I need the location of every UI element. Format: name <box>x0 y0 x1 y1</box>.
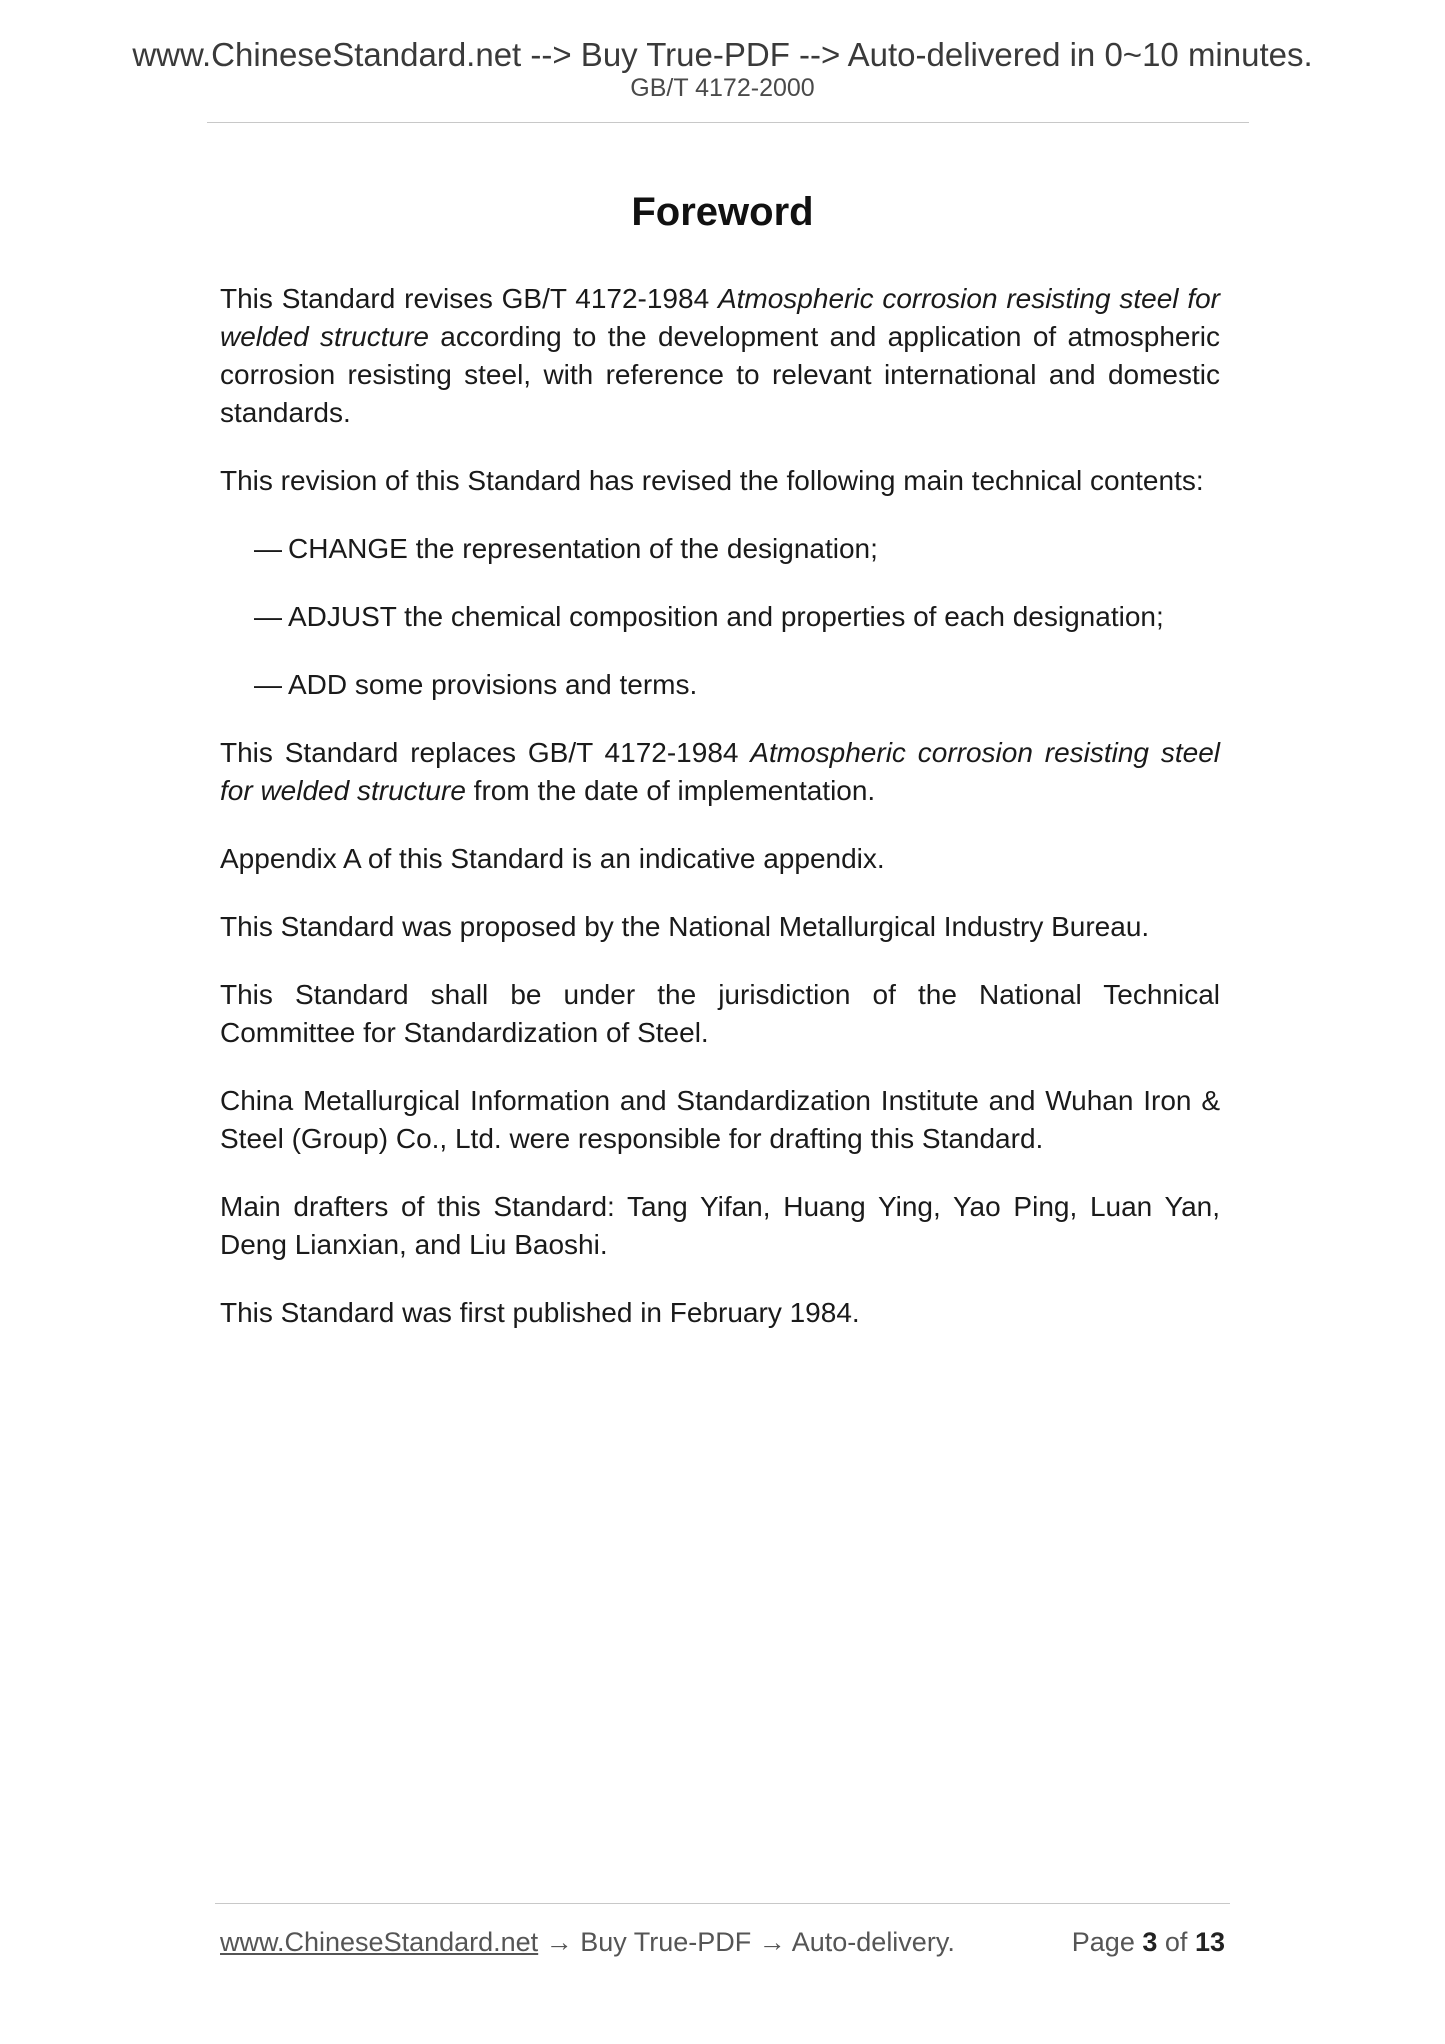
page-title: Foreword <box>631 190 814 234</box>
list-item-text: ADD some provisions and terms. <box>288 669 698 700</box>
standard-title-italic: Atmospheric corrosion resisting steel for welded structure <box>220 283 1220 352</box>
header-divider <box>207 122 1249 123</box>
footer-promo <box>220 1926 955 1958</box>
standard-title-italic: Atmospheric corrosion resisting steel for welded structure <box>220 737 1220 806</box>
paragraph-text: according to the development and application of atmospheric corrosion resisting steel, with reference to relevant international and domestic standards. <box>220 321 1221 428</box>
footer-promo-text: → Buy True-PDF → Auto-delivery. <box>538 1927 955 1957</box>
paragraph-revision-basis <box>220 280 1220 432</box>
dash-bullet: — <box>254 601 282 632</box>
foreword-body <box>220 280 1220 1362</box>
paragraph-first-published: This Standard was first published in February 1984. <box>220 1297 860 1328</box>
change-list <box>220 530 1220 704</box>
paragraph-proposed-by: This Standard was proposed by the National Metallurgical Industry Bureau. <box>220 911 1150 942</box>
top-banner[interactable]: www.ChineseStandard.net --> Buy True-PDF --> Auto-delivered in 0~10 minutes. <box>132 36 1313 73</box>
list-item <box>220 666 1220 704</box>
paragraph-replacement <box>220 734 1220 810</box>
dash-bullet: — <box>254 669 282 700</box>
paragraph-text: This Standard revises GB/T 4172-1984 <box>220 283 718 314</box>
paragraph-text: This Standard replaces GB/T 4172-1984 <box>220 737 751 768</box>
list-item-text: CHANGE the representation of the designation; <box>288 533 878 564</box>
list-item-text: ADJUST the chemical composition and properties of each designation; <box>288 601 1164 632</box>
paragraph-drafters: Main drafters of this Standard: Tang Yifan, Huang Ying, Yao Ping, Luan Yan, Deng Lianxian, and Liu Baoshi. <box>220 1191 1220 1260</box>
footer-divider <box>215 1903 1230 1904</box>
paragraph-drafting-units: China Metallurgical Information and Standardization Institute and Wuhan Iron & Steel (Group) Co., Ltd. were responsible for drafting this Standard. <box>220 1085 1220 1154</box>
paragraph-main-changes: This revision of this Standard has revised the following main technical contents: <box>220 465 1204 496</box>
document-code: GB/T 4172-2000 <box>630 74 815 102</box>
list-item <box>220 530 1220 568</box>
page-total: 13 <box>1194 1927 1225 1957</box>
paragraph-jurisdiction: This Standard shall be under the jurisdiction of the National Technical Committee for Standardization of Steel. <box>220 979 1220 1048</box>
list-item <box>220 598 1220 636</box>
page-indicator <box>1072 1926 1225 1958</box>
dash-bullet: — <box>254 533 282 564</box>
footer-link[interactable]: www.ChineseStandard.net <box>220 1927 539 1957</box>
paragraph-appendix: Appendix A of this Standard is an indicative appendix. <box>220 843 885 874</box>
page-footer <box>220 1926 1225 1958</box>
paragraph-text: from the date of implementation. <box>465 775 876 806</box>
page-current: 3 <box>1142 1927 1158 1957</box>
page-label: Page <box>1071 1927 1135 1957</box>
page-of-label: of <box>1164 1927 1188 1957</box>
